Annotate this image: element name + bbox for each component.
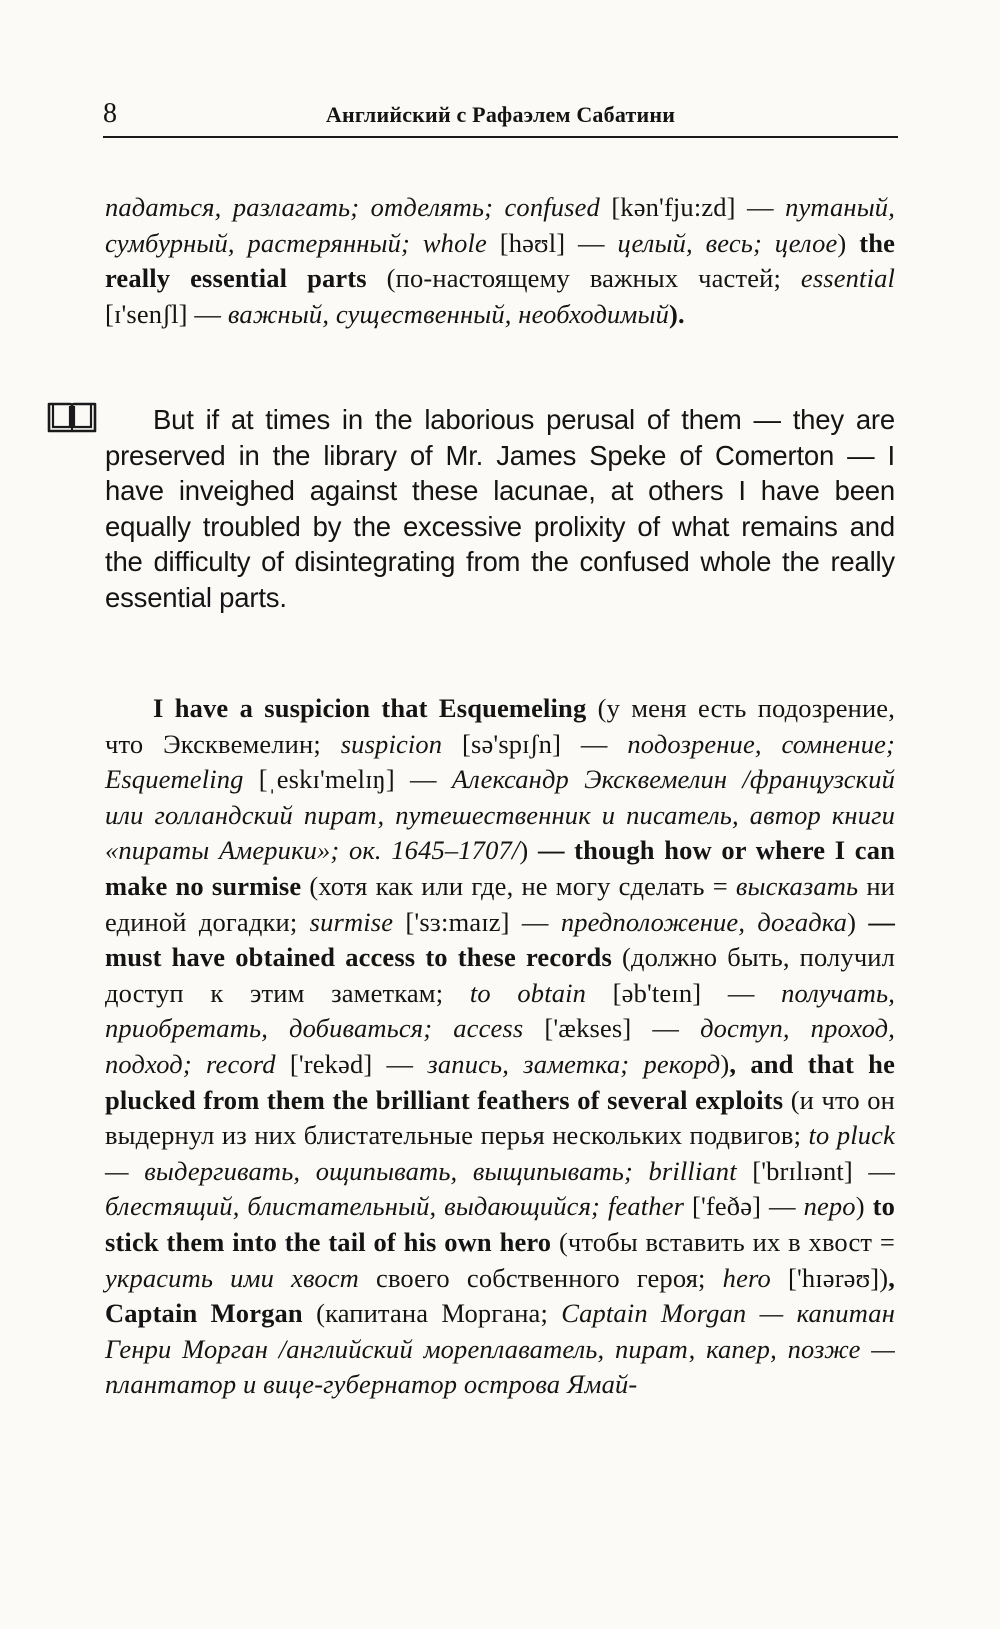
text-run: своего собственного героя; — [358, 1262, 723, 1293]
text-run: — must have obtained access to these records — [105, 906, 896, 973]
text-run: доступ, проход, подход; record — [105, 1013, 895, 1079]
text-run: ['rekəd] — — [275, 1048, 428, 1079]
text-run: (капитана Моргана; — [302, 1298, 562, 1329]
text-run: подозрение, сомнение; Esquemeling — [105, 728, 895, 795]
text-run: [həʊl] — — [486, 227, 618, 258]
text-run: , Captain Morgan — [105, 1262, 896, 1329]
text-run: важный, существенный, необходимый — [227, 298, 669, 329]
text-run: украсить ими хвост — [105, 1262, 359, 1293]
text-run: ) — [837, 227, 860, 258]
open-book-icon — [46, 400, 98, 436]
text-run: I have a suspicion that Esquemeling — [153, 693, 587, 723]
text-run: (у меня есть подозрение, что Эксквемелин; — [105, 693, 895, 759]
text-run: , and that he plucked from them the brilliant feathers of several exploits — [105, 1048, 895, 1115]
text-run: ) — [855, 1191, 873, 1222]
text-run: перо — [803, 1191, 856, 1222]
text-run: целый, весь; целое — [617, 227, 838, 258]
text-run: ['ækses] — — [523, 1013, 701, 1044]
text-run: падаться, разлагать; отделять; confused — [105, 192, 600, 222]
text-run: ни единой догадки; — [105, 870, 895, 937]
page-number: 8 — [103, 98, 117, 129]
text-run: ['sɜ:maɪz] — — [393, 906, 561, 937]
text-run: ) — [847, 906, 869, 937]
text-run: — though how or where I can make no surmise — [105, 835, 896, 901]
text-run: [sə'spɪʃn] — — [442, 728, 628, 759]
text-run: suspicion — [340, 728, 443, 759]
text-run: запись, заметка; рекорд — [427, 1048, 721, 1079]
text-run: ['feðə] — — [684, 1191, 804, 1222]
text-run: предположение, догадка — [560, 906, 848, 937]
text-run: получать, приобретать, добиваться; access — [105, 977, 895, 1044]
text-run: to pluck — выдергивать, ощипывать, выщипывать; brilliant — [105, 1120, 895, 1186]
text-run: высказать — [735, 870, 859, 901]
running-header — [103, 96, 898, 138]
text-run: ) — [519, 835, 538, 866]
text-run: ). — [668, 298, 685, 329]
text-run: ['hɪərəʊ]) — [770, 1262, 889, 1293]
text-run: surmise — [309, 906, 394, 937]
text-run: hero — [722, 1262, 771, 1293]
text-run: [ɪ'senʃl] — — [105, 298, 228, 329]
text-run: to obtain — [469, 977, 587, 1008]
text-run: Александр Эксквемелин /французский или голландский пират, путешественник и писатель, автор книги «пираты Америки»; ок. 1645–1707/ — [105, 764, 895, 866]
text-run: (по-настоящему важных частей; — [366, 263, 801, 294]
book-title: Английский с Рафаэлем Сабатини — [325, 102, 676, 127]
text-run: (и что он выдернул из них блистательные перья нескольких подвигов; — [105, 1084, 895, 1151]
original-english-paragraph: But if at times in the laborious perusal of them — they are preserved in the library of Mr. James Speke of Comerton — I have inveighed against these lacunae, at others I have been equally troubled by the excessive prolixity of what remains and the difficulty of disintegrating from the confused whole the really essential parts. — [105, 404, 895, 613]
text-run: (чтобы вставить их в хвост = — [551, 1226, 895, 1257]
text-run: (должно быть, получил доступ к этим заметкам; — [105, 942, 896, 1008]
text-run: [kən'fju:zd] — — [599, 192, 786, 222]
text-run: путаный, сумбурный, растерянный; whole — [105, 192, 895, 258]
text-run: (хотя как или где, не могу сделать = — [301, 870, 736, 901]
commentary-paragraph-1 — [105, 190, 895, 332]
text-run: [ˌeskɪ'melɪŋ] — — [243, 764, 452, 795]
text-run: [əb'teɪn] — — [586, 977, 782, 1008]
text-run: to stick them into the tail of his own hero — [105, 1191, 895, 1257]
text-run: ['brɪlɪənt] — — [736, 1155, 895, 1186]
text-run: the really essential parts — [105, 227, 895, 294]
commentary-paragraph-2 — [105, 691, 895, 1403]
text-run: Captain Morgan — капитан Генри Морган /английский мореплаватель, пират, капер, позже — плантатор и вице-губернатор острова Ямай- — [105, 1298, 895, 1400]
text-run: ) — [720, 1048, 730, 1079]
text-run: блестящий, блистательный, выдающийся; feather — [105, 1191, 685, 1222]
text-run: essential — [800, 263, 895, 294]
